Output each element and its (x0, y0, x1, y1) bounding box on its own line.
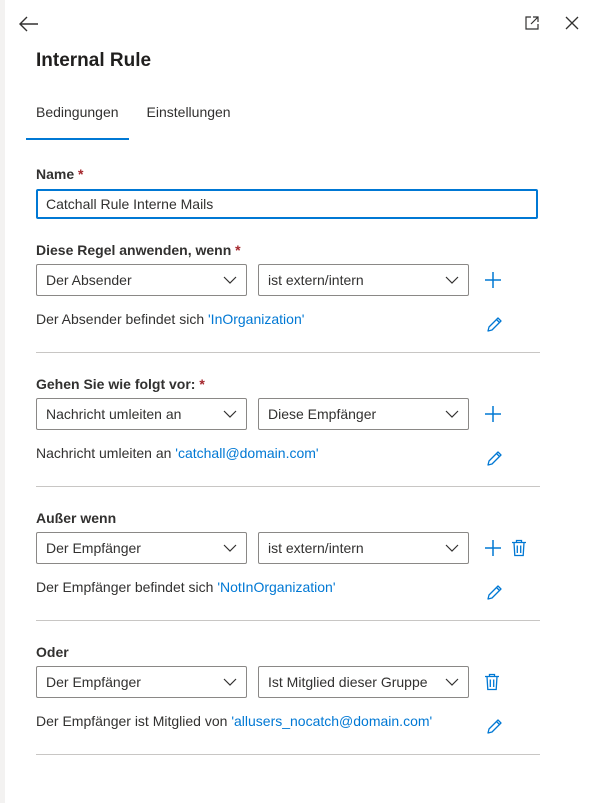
condition-description-text: Der Absender befindet sich (36, 311, 208, 327)
chevron-down-icon (445, 276, 459, 284)
actions-label-text: Gehen Sie wie folgt vor: (36, 376, 196, 392)
condition-field-value: Der Absender (46, 272, 132, 288)
add-exception-button[interactable] (482, 537, 504, 559)
exception-operator-select[interactable] (258, 532, 469, 564)
back-arrow-icon (19, 16, 39, 32)
edit-exception-button[interactable] (484, 581, 506, 603)
or-description (36, 713, 432, 729)
trash-icon (511, 539, 527, 557)
exception-description-text: Der Empfänger befindet sich (36, 579, 218, 595)
back-button[interactable] (16, 11, 42, 37)
plus-icon (484, 405, 502, 423)
or-operator-select[interactable] (258, 666, 469, 698)
condition-operator-select[interactable] (258, 264, 469, 296)
pencil-icon (486, 449, 504, 467)
exceptions-label-text: Außer wenn (36, 510, 117, 526)
chevron-down-icon (223, 410, 237, 418)
chevron-down-icon (223, 678, 237, 686)
chevron-down-icon (223, 544, 237, 552)
exception-field-select[interactable] (36, 532, 247, 564)
chevron-down-icon (445, 678, 459, 686)
edit-condition-button[interactable] (484, 313, 506, 335)
plus-icon (484, 539, 502, 557)
section-divider (36, 754, 540, 755)
name-label-text: Name (36, 166, 75, 182)
chevron-down-icon (223, 276, 237, 284)
delete-exception-button[interactable] (508, 537, 530, 559)
or-label-text: Oder (36, 644, 69, 660)
exceptions-label (36, 510, 116, 526)
exception-description (36, 579, 336, 595)
or-field-value: Der Empfänger (46, 674, 141, 690)
section-divider (36, 620, 540, 621)
required-mark: * (235, 242, 241, 258)
condition-field-select[interactable] (36, 264, 247, 296)
chevron-down-icon (445, 410, 459, 418)
required-mark: * (199, 376, 205, 392)
name-input[interactable] (36, 189, 538, 219)
conditions-label-text: Diese Regel anwenden, wenn (36, 242, 232, 258)
pencil-icon (486, 315, 504, 333)
popout-button[interactable] (520, 11, 544, 35)
exception-value-link[interactable]: 'NotInOrganization' (217, 579, 336, 595)
exception-field-value: Der Empfänger (46, 540, 141, 556)
action-description (36, 445, 319, 461)
tab-einstellungen[interactable]: Einstellungen (146, 104, 231, 120)
action-type-value: Nachricht umleiten an (46, 406, 182, 422)
action-target-select[interactable] (258, 398, 469, 430)
panel-header-bar (0, 0, 600, 45)
action-target-value: Diese Empfänger (268, 406, 377, 422)
edit-or-button[interactable] (484, 715, 506, 737)
condition-value-link[interactable]: 'InOrganization' (208, 311, 305, 327)
popout-icon (524, 15, 540, 31)
action-description-text: Nachricht umleiten an (36, 445, 176, 461)
panel-title: Internal Rule (36, 50, 152, 71)
or-operator-value: Ist Mitglied dieser Gruppe (268, 674, 428, 690)
or-label (36, 644, 69, 660)
actions-label (36, 376, 205, 392)
exception-operator-value: ist extern/intern (268, 540, 364, 556)
action-type-select[interactable] (36, 398, 247, 430)
tab-bedingungen[interactable]: Bedingungen (26, 98, 129, 134)
name-label (36, 166, 83, 182)
plus-icon (484, 271, 502, 289)
or-value-link[interactable]: 'allusers_nocatch@domain.com' (231, 713, 433, 729)
section-divider (36, 486, 540, 487)
close-icon (565, 16, 579, 30)
section-divider (36, 352, 540, 353)
condition-operator-value: ist extern/intern (268, 272, 364, 288)
tab-bar (36, 98, 259, 134)
or-field-select[interactable] (36, 666, 247, 698)
add-condition-button[interactable] (482, 269, 504, 291)
left-edge-strip (0, 0, 5, 803)
close-button[interactable] (560, 11, 584, 35)
or-description-text: Der Empfänger ist Mitglied von (36, 713, 232, 729)
chevron-down-icon (445, 544, 459, 552)
action-value-link[interactable]: 'catchall@domain.com' (175, 445, 319, 461)
edit-action-button[interactable] (484, 447, 506, 469)
required-mark: * (78, 166, 84, 182)
condition-description (36, 311, 304, 327)
conditions-label (36, 242, 241, 258)
name-input-value: Catchall Rule Interne Mails (46, 196, 214, 212)
pencil-icon (486, 583, 504, 601)
pencil-icon (486, 717, 504, 735)
trash-icon (484, 673, 500, 691)
add-action-button[interactable] (482, 403, 504, 425)
delete-or-button[interactable] (481, 671, 503, 693)
